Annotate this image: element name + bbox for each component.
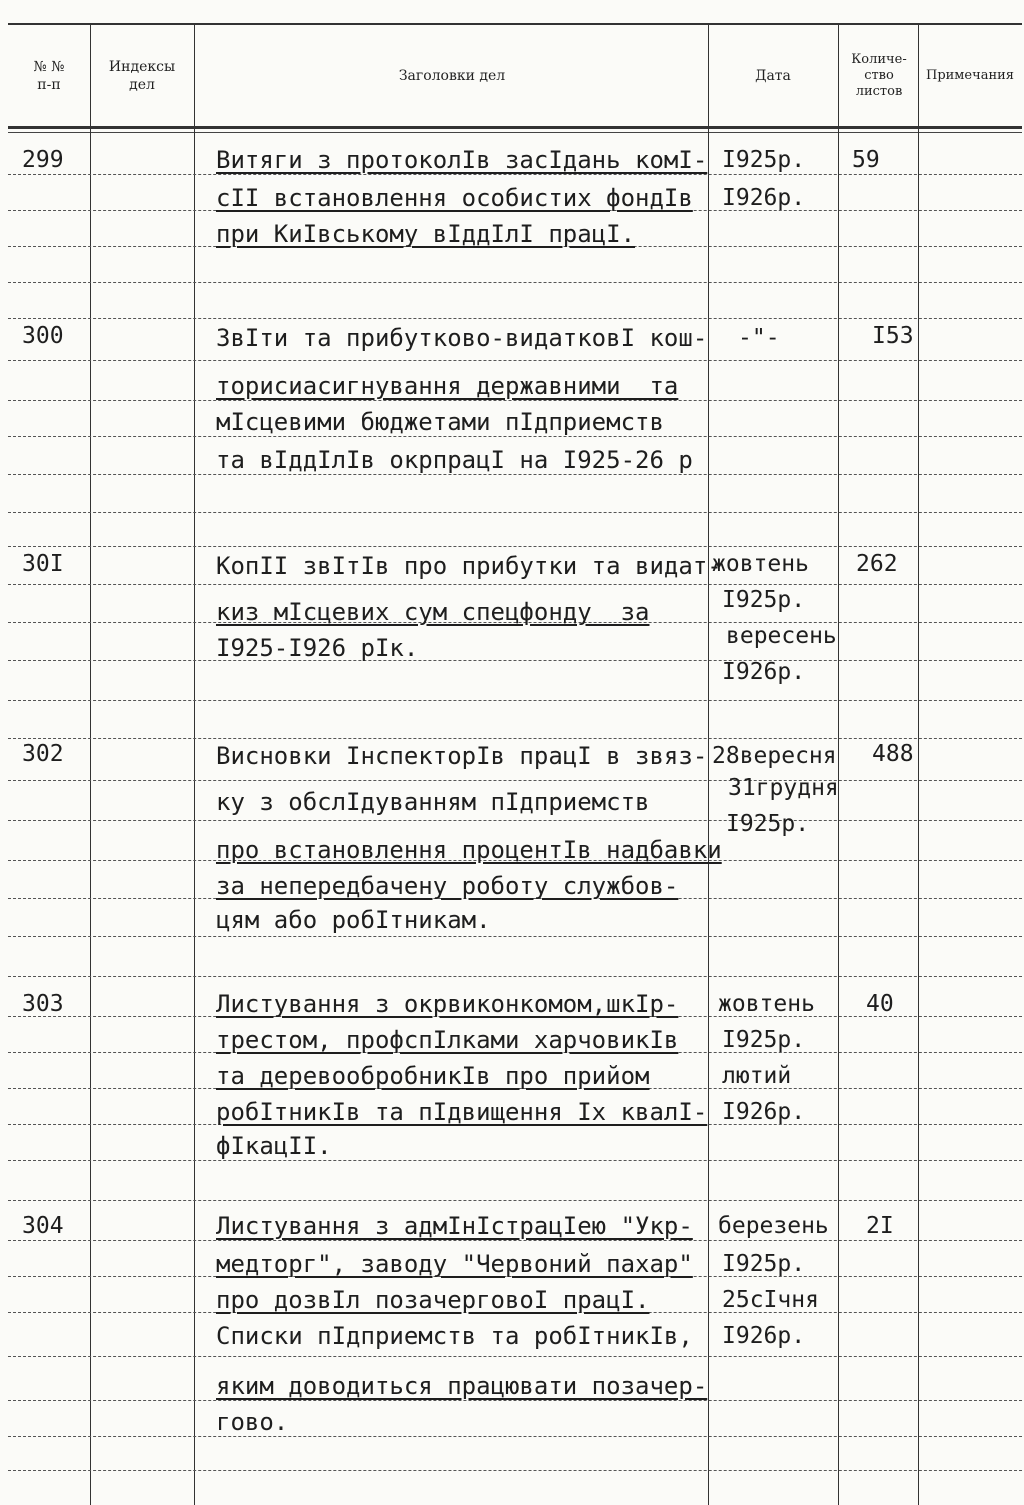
title-line: фIкацII.	[216, 1132, 332, 1160]
title-line: торисиасигнування державними та	[216, 372, 679, 400]
title-line: трестом, профспIлками харчовикIв	[216, 1026, 679, 1054]
ruled-line	[8, 474, 1022, 475]
date-line: 28вересня	[712, 743, 837, 769]
date-line: -"-	[738, 325, 780, 351]
table-top-rule	[8, 23, 1022, 25]
ruled-line	[8, 400, 1022, 401]
row-number: 304	[22, 1213, 64, 1239]
title-line: робIтникIв та пIдвищення Iх квалI-	[216, 1098, 708, 1126]
row-number: 30I	[22, 551, 64, 577]
ruled-line	[8, 976, 1022, 977]
sheets-count: 2I	[866, 1213, 894, 1239]
date-line: вересень	[726, 623, 837, 649]
title-line: киз мIсцевих сум спецфонду за	[216, 598, 650, 626]
date-line: I925р.	[726, 811, 810, 837]
header-date-text: Дата	[755, 68, 791, 84]
ruled-line	[8, 436, 1022, 437]
title-line: ку з обслIдуванням пIдприемств	[216, 788, 650, 816]
title-line: за непередбачену роботу службов-	[216, 872, 679, 900]
date-line: I925р.	[722, 1251, 806, 1277]
row-number: 299	[22, 147, 64, 173]
ruled-line	[8, 780, 1022, 781]
header-number	[8, 26, 90, 126]
title-line: при КиIвському вIддIлI працI.	[216, 220, 636, 248]
date-line: жовтень	[712, 551, 809, 577]
title-line: та вIддIлIв окрпрацI на I925-26 р	[216, 446, 693, 474]
title-line: та деревообробникIв про прийом	[216, 1062, 650, 1090]
sheets-count: I53	[872, 323, 914, 349]
ruled-line	[8, 738, 1022, 739]
date-line: 25сIчня	[722, 1287, 819, 1313]
header-index	[92, 26, 192, 126]
title-line: Списки пIдприемств та робIтникIв,	[216, 1322, 693, 1350]
ruled-line	[8, 512, 1022, 513]
title-line: цям або робIтникам.	[216, 906, 491, 934]
title-line: Висновки IнспекторIв працI в звяз-	[216, 742, 708, 770]
ruled-line	[8, 1356, 1022, 1357]
title-line: Листування з адмIнIстрацIею "Укр-	[216, 1212, 693, 1240]
title-line: КопII звIтIв про прибутки та видат-	[216, 552, 722, 580]
date-line: жовтень	[718, 991, 815, 1017]
ruled-line	[8, 820, 1022, 821]
ruled-line	[8, 282, 1022, 283]
ruled-line	[8, 936, 1022, 937]
header-notes-text: Примечания	[925, 68, 1014, 83]
ruled-line	[8, 1240, 1022, 1241]
header-number-line2: п-п	[37, 77, 61, 93]
sheets-count: 59	[852, 147, 880, 173]
ruled-line	[8, 660, 1022, 661]
header-bottom-rule	[8, 126, 1022, 129]
ruled-line	[8, 1160, 1022, 1161]
ruled-line	[8, 174, 1022, 175]
date-line: I925р.	[722, 147, 806, 173]
sheets-count: 262	[856, 551, 898, 577]
date-line: I926р.	[722, 659, 806, 685]
header-index-line2: дел	[129, 77, 155, 93]
title-line: ЗвIти та прибутково-видатковI кош-	[216, 324, 708, 352]
sheets-count: 488	[872, 741, 914, 767]
title-line: гово.	[216, 1408, 289, 1436]
date-line: 31грудня	[728, 775, 839, 801]
ruled-line	[8, 318, 1022, 319]
row-number: 303	[22, 991, 64, 1017]
date-line: березень	[718, 1213, 829, 1239]
ruled-line	[8, 1200, 1022, 1201]
row-number: 300	[22, 323, 64, 349]
header-date	[708, 26, 838, 126]
sheets-count: 40	[866, 991, 894, 1017]
title-line: яким доводиться працювати позачер-	[216, 1372, 708, 1400]
title-line: медторг", заводу "Червоний пахар"	[216, 1250, 693, 1278]
header-notes	[918, 26, 1022, 126]
ruled-line	[8, 546, 1022, 547]
ruled-line	[8, 360, 1022, 361]
date-line: I925р.	[722, 1027, 806, 1053]
ruled-line	[8, 1400, 1022, 1401]
header-sheets-line2: ство	[864, 68, 894, 83]
title-line: про встановлення процентIв надбавки	[216, 836, 722, 864]
ruled-line	[8, 584, 1022, 585]
header-number-line1: № №	[33, 59, 65, 75]
title-line: I925-I926 рIк.	[216, 634, 419, 662]
title-line: про дозвIл позачерговоI працI.	[216, 1286, 650, 1314]
table-header	[8, 26, 1022, 128]
header-title-text: Заголовки дел	[398, 68, 506, 84]
header-bottom-rule-thin	[8, 132, 1022, 133]
ruled-line	[8, 700, 1022, 701]
header-sheets-line1: Количе-	[851, 52, 907, 67]
header-index-line1: Индексы	[108, 59, 176, 75]
header-title	[198, 26, 706, 126]
date-line: I926р.	[722, 185, 806, 211]
date-line: лютий	[722, 1063, 792, 1089]
date-line: I926р.	[722, 1099, 806, 1125]
title-line: Витяги з протоколIв засIдань комI-	[216, 146, 708, 174]
title-line: сII встановлення особистих фондIв	[216, 184, 693, 212]
title-line: Листування з окрвиконкомом,шкIр-	[216, 990, 679, 1018]
row-number: 302	[22, 741, 64, 767]
ruled-line	[8, 1436, 1022, 1437]
header-sheets-line3: листов	[855, 84, 903, 99]
date-line: I926р.	[722, 1323, 806, 1349]
date-line: I925р.	[722, 587, 806, 613]
header-sheets	[840, 26, 918, 126]
title-line: мIсцевими бюджетами пIдприемств	[216, 408, 664, 436]
ruled-line	[8, 1470, 1022, 1471]
